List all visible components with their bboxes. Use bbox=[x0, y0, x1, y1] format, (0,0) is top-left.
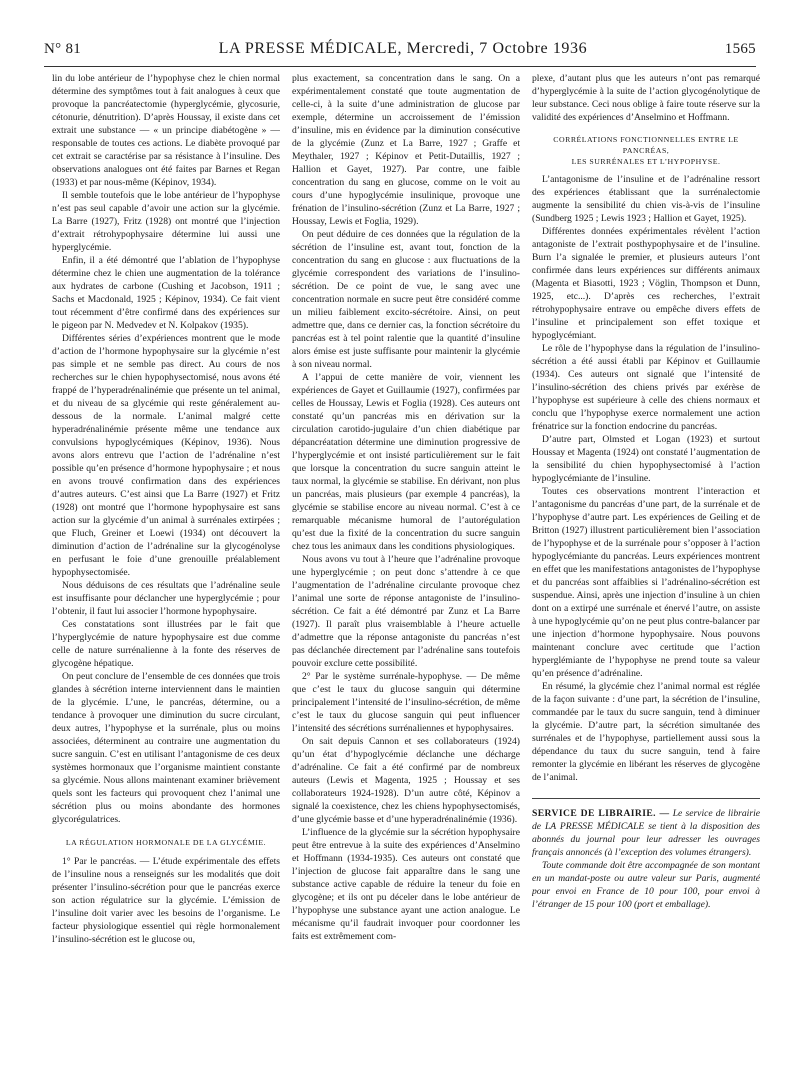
paragraph: Nous avons vu tout à l’heure que l’adrénaline provoque une hyperglycémie ; on peut donc s’attendre à ce que l’augmentation de l’adrénaline circulante provoque chez l’animal une sorte de réponse antagoniste de l’insulino-sécrétion. Ce fait a été démontré par Zunz et La Barre (1927). Il paraît plus vraisemblable à l’heure actuelle d’admettre que la réponse antagoniste du pancréas n’est pas déclanchée directement par l’adrénaline sans toutefois pouvoir exclure cette possibilité. bbox=[292, 554, 520, 669]
paragraph: lin du lobe antérieur de l’hypophyse chez le chien normal détermine des symptômes tout à fait analogues à ceux que provoque la pancréatectomie (hyperglycémie, glycosurie, cétonurie, dénutrition). D’après Houssay, il existe dans cet extrait une substance — « un principe diabétogène » — responsable de toutes ces actions. Le diabète provoqué par cet extrait se caractérise par sa résistance à l’insuline. Des observations analogues ont été faites par Barnes et Regan (1933) et par nous-même (Képinov, 1934). bbox=[52, 73, 280, 188]
paragraph: A l’appui de cette manière de voir, viennent les expériences de Gayet et Guillaumie (1927), confirmées par celles de Houssay, Lewis et Foglia (1928). Ces auteurs ont constaté qu’un pancréas mis en dérivation sur la circulation carotido-jugulaire d’un chien diabétique par dépancréatation détermine une diminution progressive de l’hyperglycémie et ont insisté particulièrement sur le fait que lorsque la concentration du sucre sanguin atteint le taux normal, la glycémie se stabilise. En dérivant, non plus un pancréas, mais plusieurs (par exemple 4 pancréas), la glycémie se stabilise encore au niveau normal. C’est à ce remarquable mécanisme humoral de l’autorégulation qu’est due la fixité de la concentration du sucre sanguin chez tous les animaux dans les conditions physiologiques. bbox=[292, 372, 520, 552]
column-3 bbox=[532, 72, 760, 1076]
notice-paragraph bbox=[532, 807, 760, 859]
section-heading: LA RÉGULATION HORMONALE DE LA GLYCÉMIE. bbox=[65, 838, 267, 847]
section-heading bbox=[532, 134, 760, 167]
notice-lead: SERVICE DE LIBRAIRIE. — bbox=[532, 808, 670, 819]
paragraph: Le rôle de l’hypophyse dans la régulation de l’insulino-sécrétion a été aussi établi par Képinov et Guillaumie (1934). Ces auteurs ont signalé que l’intensité de l’insulino-sécrétion des chiens privés par exérèse de l’hypophyse est supérieure à celle des chiens normaux et conclu que l’hypophyse exerce normalement une action frénatrice sur la fonction endocrine du pancréas. bbox=[532, 343, 760, 432]
paragraph: Ces constatations sont illustrées par le fait que l’hyperglycémie de nature hypophysaire est due comme celle de nature surrénalienne à la fonte des réserves de glycogène hépatique. bbox=[52, 619, 280, 669]
issue-number: N° 81 bbox=[44, 41, 82, 57]
paragraph: Différentes données expérimentales révèlent l’action antagoniste de l’extrait posthypophysaire et de l’insuline. Burn l’a signalée le premier, et plusieurs auteurs l’ont confirmée dans leurs expériences sur différents animaux (Magenta et Biasotti, 1923 ; Vöglin, Thompson et Dunn, 1925, etc...). D’après ces recherches, l’extrait rétrohypophysaire entrave ou empêche divers effets de l’insuline et principalement son effet toxique et hypoglycémiant. bbox=[532, 226, 760, 341]
section-heading-line: CORRÉLATIONS FONCTIONNELLES ENTRE LE PANCRÉAS, bbox=[553, 135, 739, 155]
paragraph: plexe, d’autant plus que les auteurs n’ont pas remarqué d’hyperglycémie à la suite de l’action glycogénolytique de leur substance. Ceci nous oblige à faire toute réserve sur la validité des expériences d’Anselmino et Hoffmann. bbox=[532, 73, 760, 123]
paragraph: 2° Par le système surrénale-hypophyse. — De même que c’est le taux du glucose sanguin qui détermine principalement l’intensité de l’insulino-sécrétion, de même c’est le taux du glucose sanguin qui peut influencer l’intensité des sécrétions surrénaliennes et hypophysaires. bbox=[292, 671, 520, 734]
header-rule bbox=[44, 66, 756, 67]
paragraph: On sait depuis Cannon et ses collaborateurs (1924) qu’un état d’hypoglycémie déclanche une décharge d’adrénaline. Ce fait a été confirmé par de nombreux auteurs (Lewis et Magenta, 1925 ; Houssay et ses collaborateurs 1924-1928). D’un autre côté, Képinov a signalé la coexistence, chez les chiens hypophysectomisés, d’une glycémie basse et d’une hyperadrénalinémie (1936). bbox=[292, 736, 520, 825]
paragraph: En résumé, la glycémie chez l’animal normal est réglée de la façon suivante : d’une part, la sécrétion de l’insuline, commandée par le taux du sucre sanguin, tend à diminuer la glycémie. D’autre part, la sécrétion simultanée des surrénales et de l’hypophyse, partiellement aussi sous la dépendance du taux du sucre sanguin, tend à faire remonter la glycémie en libérant les réserves de glycogène de l’animal. bbox=[532, 681, 760, 783]
paragraph: 1° Par le pancréas. — L’étude expérimentale des effets de l’insuline nous a renseignés sur les modalités que doit présenter l’insulino-sécrétion pour que le pancréas exerce son action régulatrice sur la glycémie. L’émission de l’insuline doit varier avec les besoins de l’organisme. Le facteur physiologique essentiel qui règle hormonalement l’insulino-sécrétion est le glucose ou, bbox=[52, 856, 280, 945]
paragraph: Toutes ces observations montrent l’interaction et l’antagonisme du pancréas d’une part, de la surrénale et de l’hypophyse d’autre part. Les expériences de Geiling et de Britton (1927) illustrent particulièrement bien l’association de l’hypophyse et de la surrénale pour s’opposer à l’action hypoglycémiante du pancréas. Leurs expériences montrent en effet que les manifestations antagonistes de l’hypophyse et du pancréas sont affaiblies si l’adrénalino-sécrétion est suspendue. Ainsi, après une injection d’insuline à un chien dont on a extirpé une surrénale et énervé l’autre, on assiste à une hypoglycémie qu’on ne peut plus contre-balancer par une injection d’hormone hypophysaire. Nous pouvons maintenant conclure avec certitude que l’action hyperglémiante de l’hypophyse ne prend toute sa valeur qu’en présence d’adrénaline. bbox=[532, 486, 760, 679]
text-columns bbox=[52, 72, 760, 1076]
notice-paragraph: Toute commande doit être accompagnée de son montant en un mandat-poste ou autre valeur sur Paris, augmenté pour envoi en France de 10 pour 100, pour envoi à l’étranger de 15 pour 100 (port et emballage). bbox=[532, 860, 760, 910]
library-service-notice bbox=[532, 798, 760, 911]
paragraph: Nous déduisons de ces résultats que l’adrénaline seule est insuffisante pour déclancher une hyperglycémie ; pour l’obtenir, il faut lui associer l’hormone hypophysaire. bbox=[52, 580, 280, 617]
column-2 bbox=[292, 72, 520, 1076]
paragraph: L’antagonisme de l’insuline et de l’adrénaline ressort des expériences établissant que la surrénalectomie augmente la sensibilité du chien vis-à-vis de l’insuline (Sundberg 1925 ; Lewis 1923 ; Hallion et Gayet, 1925). bbox=[532, 174, 760, 224]
page-header bbox=[44, 40, 756, 66]
paragraph: D’autre part, Olmsted et Logan (1923) et surtout Houssay et Magenta (1924) ont constaté l’augmentation de la sensibilité du chien hypophysectomisé à l’action hypoglycémiante de l’insuline. bbox=[532, 434, 760, 484]
paragraph: Il semble toutefois que le lobe antérieur de l’hypophyse n’est pas seul capable d’avoir une action sur la glycémie. La Barre (1927), Fritz (1928) ont montré que l’injection d’extrait rétrohypophysaire détermine lui aussi une hyperglycémie. bbox=[52, 190, 280, 253]
paragraph: On peut conclure de l’ensemble de ces données que trois glandes à sécrétion interne interviennent dans le maintien de la glycémie. L’une, le pancréas, détermine, ou a tendance à provoquer une diminution du sucre circulant, deux autres, l’hypophyse et la surrénale, plus ou moins associées, déterminent au contraire une augmentation du sucre sanguin. C’est en utilisant l’antagonisme de ces deux systèmes hormonaux que l’organisme maintient constante sa glycémie. Nous allons maintenant examiner brièvement quels sont les facteurs qui provoquent chez l’animal une sécrétion plus ou moins abondante des hormones glycorégulatrices. bbox=[52, 671, 280, 825]
paragraph: Enfin, il a été démontré que l’ablation de l’hypophyse détermine chez le chien une augmentation de la tolérance aux hydrates de carbone (Cushing et Jacobson, 1911 ; Sachs et Macdonald, 1925 ; Képinov, 1934). Ce fait vient tout récemment d’être confirmé dans des expériences sur le pigeon par N. Medvedev et N. Kolpakov (1935). bbox=[52, 255, 280, 331]
paragraph: Différentes séries d’expériences montrent que le mode d’action de l’hormone hypophysaire sur la glycémie n’est pas simple et ne semble pas direct. Au cours de nos recherches sur le chien hypophysectomisé, nous avons été frappé de l’hyperadrénalinémie que présente un tel animal, et du niveau de sa glycémie qui reste généralement au-dessous de la normale. L’animal malgré cette hyperadrénalinémie présente même une tendance aux convulsions hypoglycémiques (Képinov, 1936). Nous avons alors entrevu que l’action de l’adrénaline n’est possible qu’en présence d’hormone hypophysaire ; et nous en avons trouvé confirmation dans des expériences d’autres auteurs. C’est ainsi que La Barre (1927) et Fritz (1928) ont montré que l’hormone hypophysaire est sans action sur la glycémie d’un animal à surrénales extirpées ; que Fluch, Greiner et Loewi (1934) ont découvert la diminution d’action de l’adrénaline sur la glycogénolyse en perfusant le foie d’une grenouille préalablement hypophysectomisée. bbox=[52, 333, 280, 578]
section-heading-line: LES SURRÉNALES ET L’HYPOPHYSE. bbox=[571, 157, 721, 166]
journal-title: LA PRESSE MÉDICALE, Mercredi, 7 Octobre 1936 bbox=[218, 40, 588, 57]
notice-text: Le service de librairie de LA PRESSE MÉDICALE se tient à la disposition des abonnés du journal pour leur adresser les ouvrages français annoncés (à l’exception des volumes étrangers). bbox=[532, 808, 760, 858]
column-1 bbox=[52, 72, 280, 1076]
paragraph: L’influence de la glycémie sur la sécrétion hypophysaire peut être entrevue à la suite des expériences d’Anselmino et Hoffmann (1934-1935). Ces auteurs ont constaté que l’injection de glucose fait apparaître dans le sang une substance active capable de réduire la teneur du foie en glycogène; et ils ont pu déceler dans le lobe antérieur de l’hypophyse une substance ayant une action analogue. Le mécanisme qu’il faudrait invoquer pour coordonner les faits est extrêmement com- bbox=[292, 827, 520, 942]
paragraph: plus exactement, sa concentration dans le sang. On a expérimentalement constaté que toute augmentation de celle-ci, à la suite d’une administration de glucose par exemple, détermine un accroissement de l’émission d’insuline, mis en évidence par la diminution consécutive de la glycémie (Zunz et La Barre, 1927 ; Graffe et Meythaler, 1927 ; Képinov et Petit-Dutaillis, 1927 ; Hallion et Gayet, 1927). Par contre, une faible concentration du sang en glucose, comme on le voit au cours d’une hypoglycémie insulinique, provoque une frénation de l’insulino-sécrétion (Zunz et La Barre, 1927 ; Houssay, Lewis et Foglia, 1929). bbox=[292, 73, 520, 227]
paragraph: On peut déduire de ces données que la régulation de la sécrétion de l’insuline est, avant tout, fonction de la concentration du sang en glucose : aux fluctuations de la glycémie correspondent des variations de l’insulino-sécrétion. De ce point de vue, le sang avec une concentration normale en sucre peut être considéré comme un milieu faiblement excito-sécrétoire. Ainsi, on peut admettre que, dans ce dernier cas, la fonction sécrétoire du pancréas est à tel point ralentie que la quantité d’insuline alors émise est juste suffisante pour maintenir la glycémie à son niveau normal. bbox=[292, 229, 520, 370]
page-number: 1565 bbox=[724, 41, 756, 57]
